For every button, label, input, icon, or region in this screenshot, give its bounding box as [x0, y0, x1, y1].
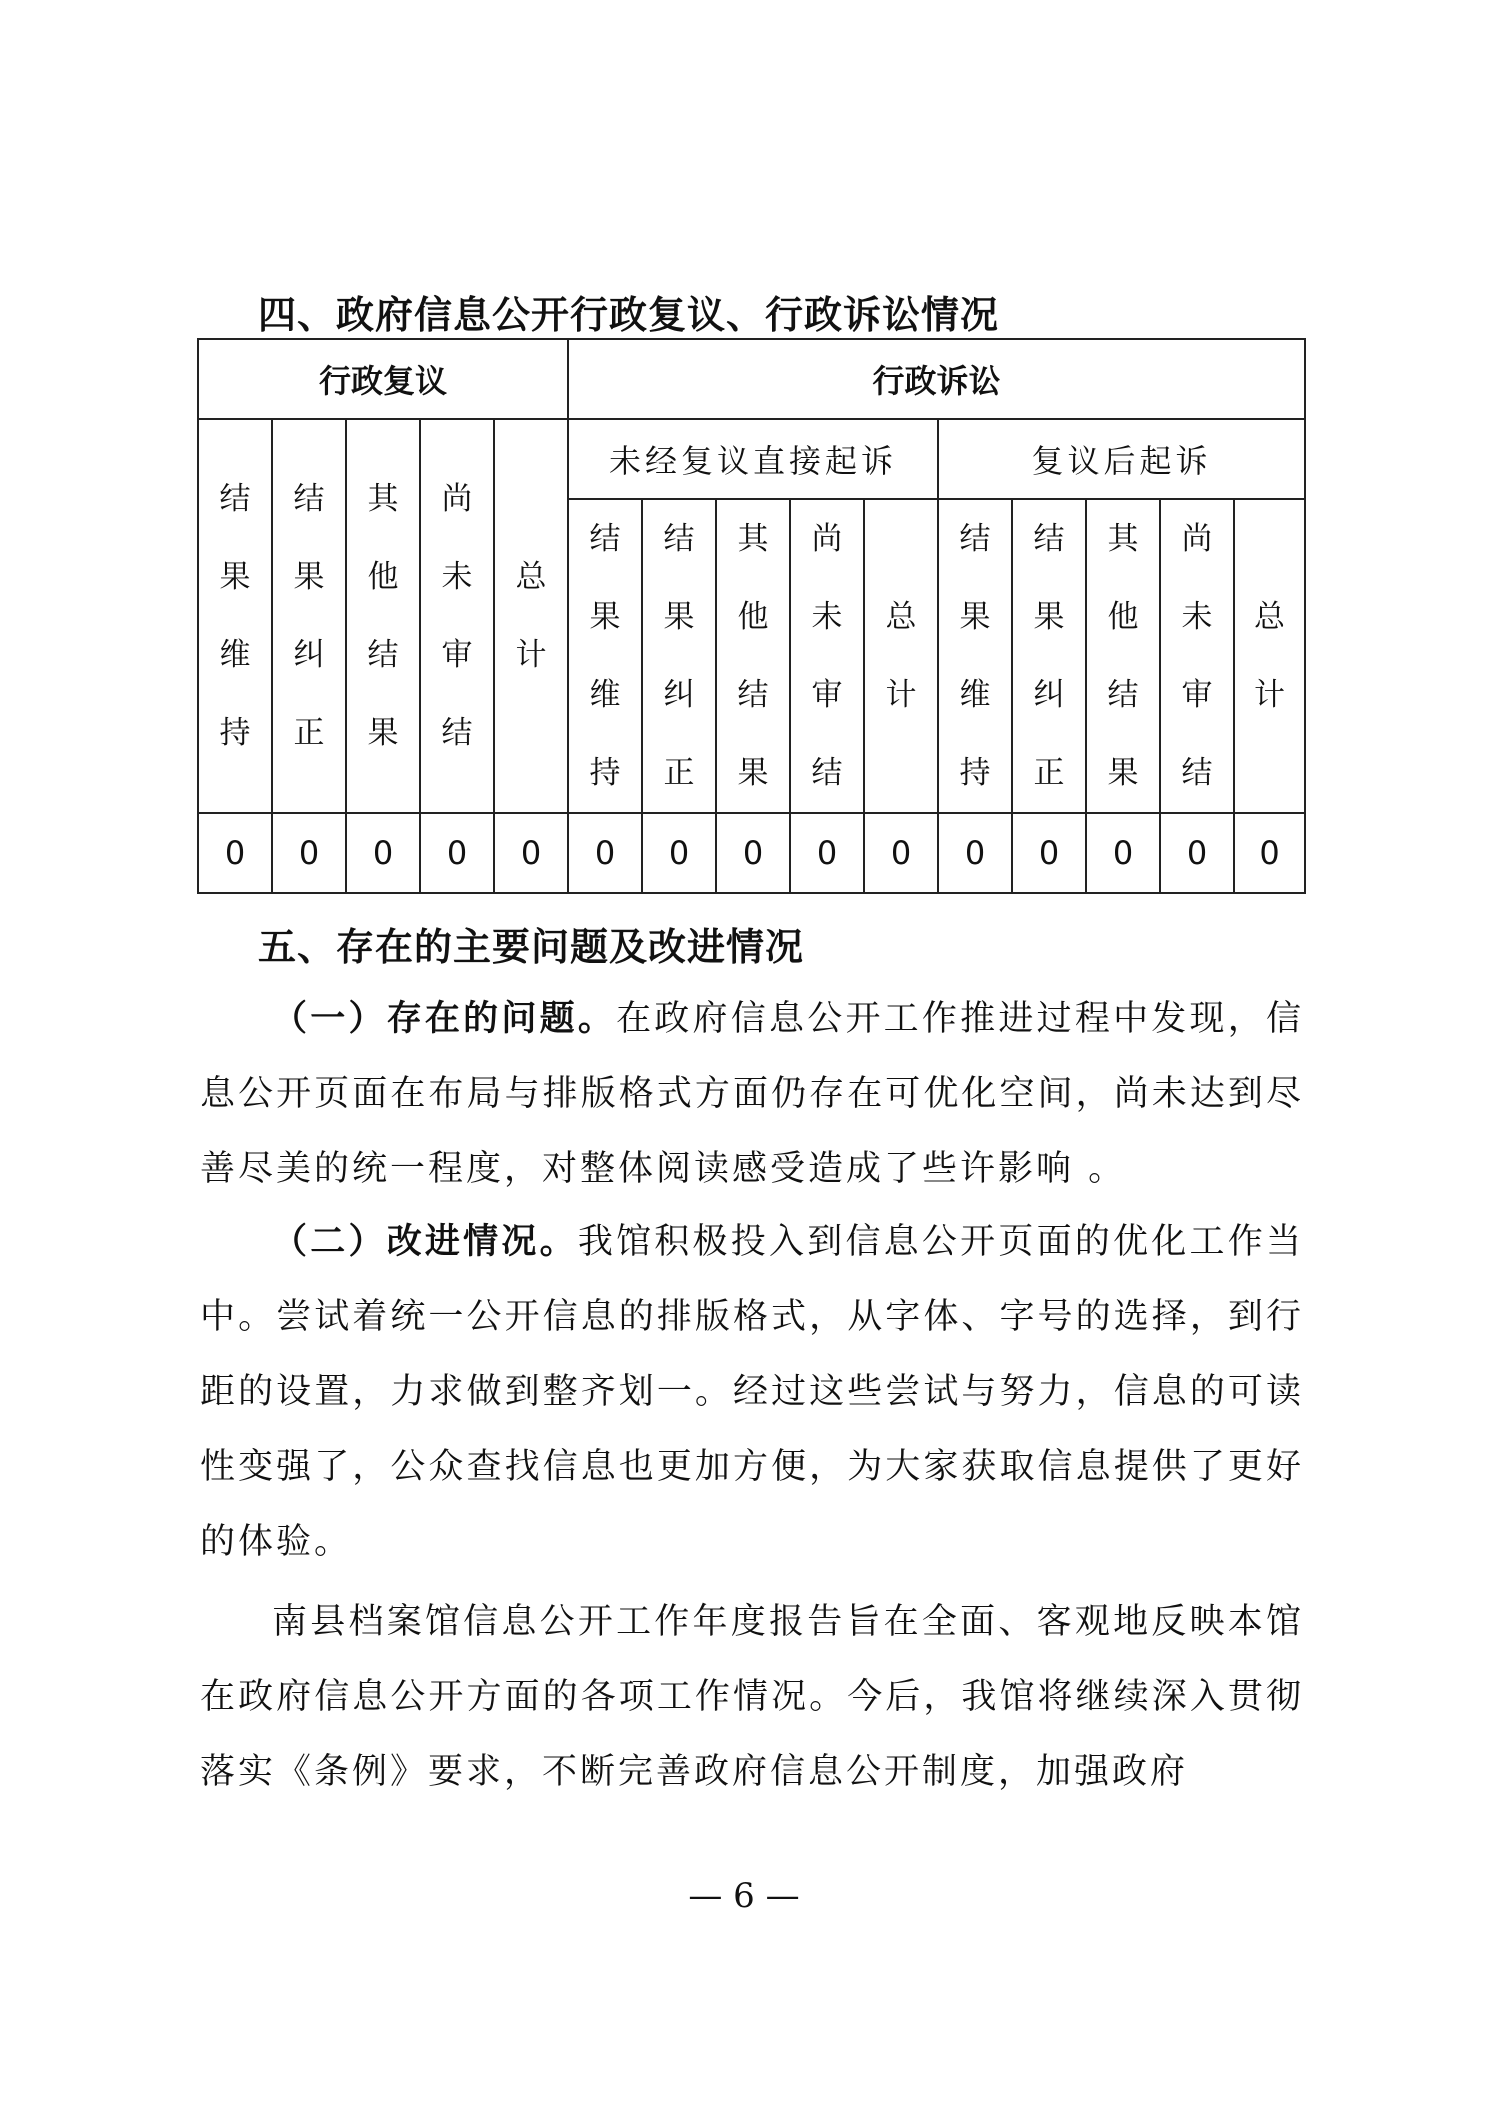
- col-after-total: 总计: [1234, 499, 1305, 813]
- improvements-label: （二）改进情况。: [272, 1221, 578, 1262]
- col-direct-total: 总计: [864, 499, 938, 813]
- header-direct-suit: 未经复议直接起诉: [568, 419, 938, 499]
- problems-text: 在政府信息公开工作推进过程中发现，信息公开页面在布局与排版格式方面仍存在可优化空间，尚未达到尽善尽美的统一程度，对整体阅读感受造成了些许影响 。: [200, 999, 1304, 1189]
- section-5-heading: 五、存在的主要问题及改进情况: [258, 924, 805, 969]
- table-cell: 0: [1160, 813, 1234, 893]
- col-direct-pending: 尚未审结: [790, 499, 864, 813]
- section-4-heading: 四、政府信息公开行政复议、行政诉讼情况: [258, 292, 1000, 337]
- page-number: — 6 —: [688, 1876, 800, 1916]
- table-cell: 0: [568, 813, 642, 893]
- col-after-other: 其他结果: [1086, 499, 1160, 813]
- table-cell: 0: [1234, 813, 1305, 893]
- header-administrative-litigation: 行政诉讼: [568, 339, 1305, 419]
- improvements-paragraph: [200, 1204, 1304, 1580]
- col-after-pending: 尚未审结: [1160, 499, 1234, 813]
- col-review-total: 总计: [494, 419, 568, 813]
- header-administrative-review: 行政复议: [198, 339, 568, 419]
- col-after-upheld: 结果维持: [938, 499, 1012, 813]
- col-review-other: 其他结果: [346, 419, 420, 813]
- table-cell: 0: [790, 813, 864, 893]
- table-cell: 0: [272, 813, 346, 893]
- col-review-upheld: 结果维持: [198, 419, 272, 813]
- table-cell: 0: [494, 813, 568, 893]
- table-cell: 0: [346, 813, 420, 893]
- improvements-text: 我馆积极投入到信息公开页面的优化工作当中。尝试着统一公开信息的排版格式，从字体、字号的选择，到行距的设置，力求做到整齐划一。经过这些尝试与努力，信息的可读性变强了，公众查找信息也更加方便，为大家获取信息提供了更好的体验。: [200, 1222, 1304, 1562]
- table-cell: 0: [716, 813, 790, 893]
- table-cell: 0: [938, 813, 1012, 893]
- col-review-corrected: 结果纠正: [272, 419, 346, 813]
- col-after-corrected: 结果纠正: [1012, 499, 1086, 813]
- col-direct-other: 其他结果: [716, 499, 790, 813]
- closing-paragraph: 南县档案馆信息公开工作年度报告旨在全面、客观地反映本馆在政府信息公开方面的各项工作情况。今后，我馆将继续深入贯彻落实《条例》要求，不断完善政府信息公开制度，加强政府: [200, 1602, 1304, 1792]
- col-direct-corrected: 结果纠正: [642, 499, 716, 813]
- col-review-pending: 尚未审结: [420, 419, 494, 813]
- table-cell: 0: [864, 813, 938, 893]
- review-litigation-table: [197, 338, 1306, 894]
- problems-label: （一）存在的问题。: [272, 998, 617, 1039]
- problems-paragraph: [200, 981, 1304, 1207]
- table-cell: 0: [420, 813, 494, 893]
- table-cell: 0: [1086, 813, 1160, 893]
- header-suit-after-review: 复议后起诉: [938, 419, 1305, 499]
- table-cell: 0: [1012, 813, 1086, 893]
- col-direct-upheld: 结果维持: [568, 499, 642, 813]
- table-cell: 0: [642, 813, 716, 893]
- table-cell: 0: [198, 813, 272, 893]
